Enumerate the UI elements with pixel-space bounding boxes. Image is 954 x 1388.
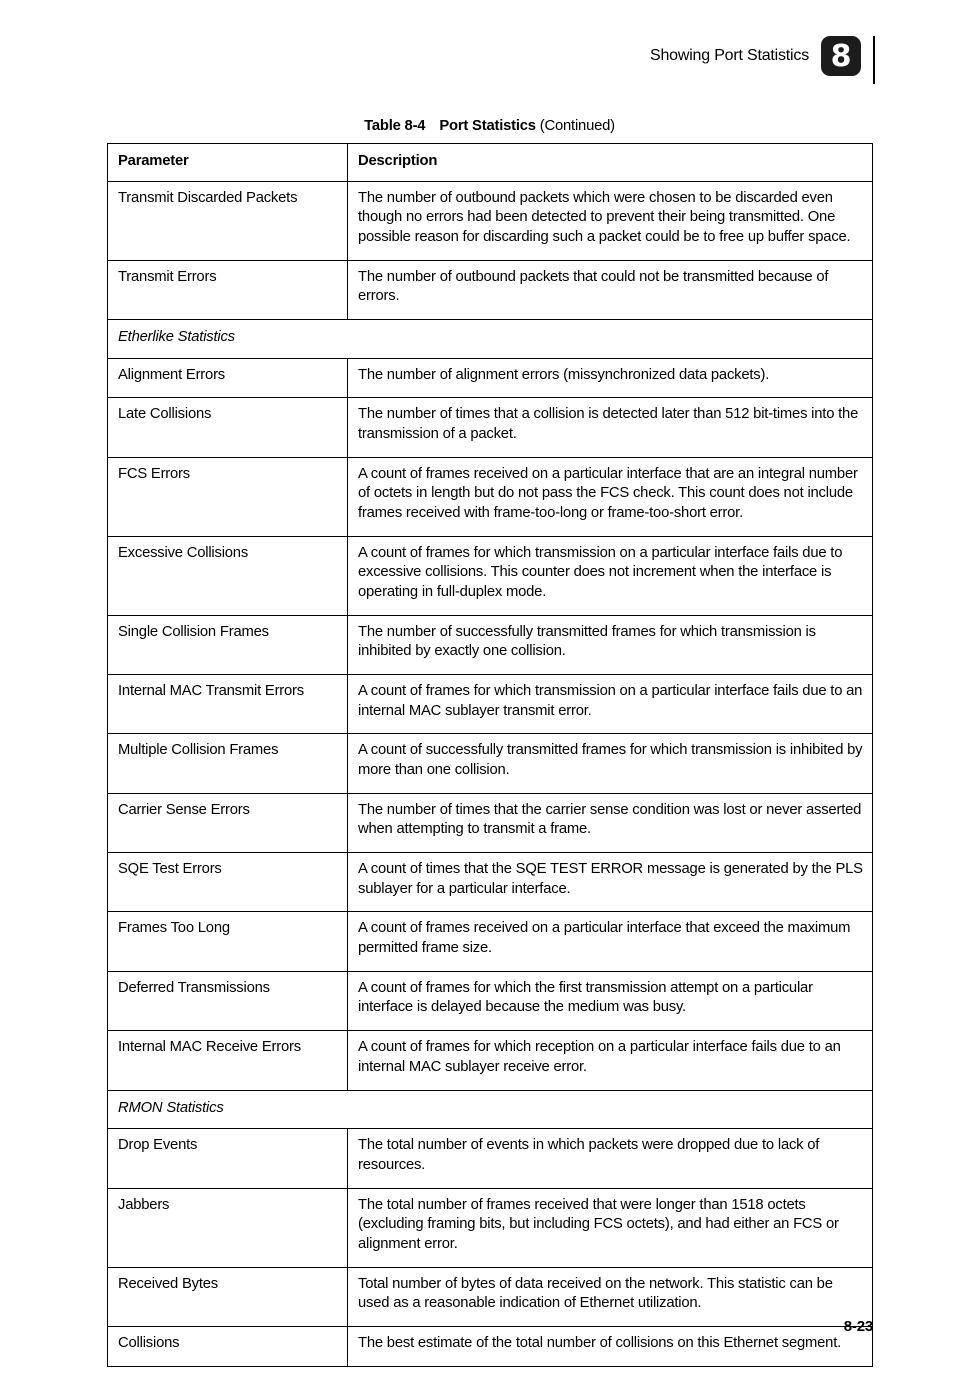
port-statistics-table [107, 143, 873, 1367]
table-row [108, 1031, 873, 1090]
description-cell: The number of times that the carrier sense condition was lost or never asserted when attempting to transmit a frame. [348, 793, 873, 852]
parameter-cell: Transmit Discarded Packets [108, 181, 348, 260]
parameter-cell: Collisions [108, 1326, 348, 1366]
parameter-cell: FCS Errors [108, 457, 348, 536]
description-cell: A count of frames received on a particular interface that are an integral number of octets in length but do not pass the FCS check. This count does not include frames received with frame-too-long or frame-too-short error. [348, 457, 873, 536]
parameter-cell: Received Bytes [108, 1267, 348, 1326]
table-row [108, 675, 873, 734]
running-header-title: Showing Port Statistics [649, 47, 809, 64]
description-cell: The best estimate of the total number of collisions on this Ethernet segment. [348, 1326, 873, 1366]
table-row [108, 260, 873, 319]
description-cell: A count of times that the SQE TEST ERROR message is generated by the PLS sublayer for a particular interface. [348, 853, 873, 912]
section-row [108, 1090, 873, 1129]
parameter-cell: Internal MAC Receive Errors [108, 1031, 348, 1090]
column-header-parameter: Parameter [108, 144, 348, 182]
table-header-row [108, 144, 873, 182]
description-cell: A count of frames for which transmission on a particular interface fails due to an internal MAC sublayer transmit error. [348, 675, 873, 734]
description-cell: A count of frames for which reception on a particular interface fails due to an internal MAC sublayer receive error. [348, 1031, 873, 1090]
description-cell: The number of outbound packets which were chosen to be discarded even though no errors had been detected to prevent their being transmitted. One possible reason for discarding such a packet could be to free up buffer space. [348, 181, 873, 260]
section-label: RMON Statistics [108, 1090, 873, 1129]
parameter-cell: Late Collisions [108, 398, 348, 457]
table-row [108, 734, 873, 793]
description-cell: The number of outbound packets that could not be transmitted because of errors. [348, 260, 873, 319]
description-cell: The total number of events in which packets were dropped due to lack of resources. [348, 1129, 873, 1188]
table-row [108, 398, 873, 457]
table-caption-title: Port Statistics [439, 118, 536, 134]
port-statistics-table-wrap [107, 143, 873, 1367]
description-cell: The number of successfully transmitted frames for which transmission is inhibited by exactly one collision. [348, 615, 873, 674]
table-row [108, 615, 873, 674]
parameter-cell: Frames Too Long [108, 912, 348, 971]
header-rule [873, 36, 875, 84]
parameter-cell: Deferred Transmissions [108, 971, 348, 1030]
description-cell: The number of alignment errors (missynchronized data packets). [348, 358, 873, 398]
parameter-cell: SQE Test Errors [108, 853, 348, 912]
chapter-number-badge: 8 [821, 36, 861, 76]
table-row [108, 971, 873, 1030]
table-row [108, 536, 873, 615]
section-label: Etherlike Statistics [108, 320, 873, 359]
table-row [108, 457, 873, 536]
parameter-cell: Drop Events [108, 1129, 348, 1188]
page-number: 8-23 [843, 1318, 873, 1335]
table-row [108, 358, 873, 398]
description-cell: The number of times that a collision is detected later than 512 bit-times into the transmission of a packet. [348, 398, 873, 457]
column-header-description: Description [348, 144, 873, 182]
table-row [108, 912, 873, 971]
description-cell: A count of frames for which the first transmission attempt on a particular interface is delayed because the medium was busy. [348, 971, 873, 1030]
parameter-cell: Alignment Errors [108, 358, 348, 398]
running-header [107, 28, 875, 84]
parameter-cell: Carrier Sense Errors [108, 793, 348, 852]
description-cell: The total number of frames received that were longer than 1518 octets (excluding framing bits, but including FCS octets), and had either an FCS or alignment error. [348, 1188, 873, 1267]
table-caption [107, 118, 872, 134]
section-row [108, 320, 873, 359]
parameter-cell: Excessive Collisions [108, 536, 348, 615]
parameter-cell: Internal MAC Transmit Errors [108, 675, 348, 734]
parameter-cell: Single Collision Frames [108, 615, 348, 674]
table-caption-suffix: (Continued) [539, 118, 615, 134]
table-row [108, 181, 873, 260]
table-row [108, 1188, 873, 1267]
parameter-cell: Jabbers [108, 1188, 348, 1267]
description-cell: Total number of bytes of data received on the network. This statistic can be used as a reasonable indication of Ethernet utilization. [348, 1267, 873, 1326]
parameter-cell: Multiple Collision Frames [108, 734, 348, 793]
parameter-cell: Transmit Errors [108, 260, 348, 319]
table-row [108, 853, 873, 912]
table-row [108, 793, 873, 852]
description-cell: A count of frames received on a particular interface that exceed the maximum permitted frame size. [348, 912, 873, 971]
table-row [108, 1129, 873, 1188]
table-caption-label: Table 8-4 [364, 118, 426, 134]
description-cell: A count of successfully transmitted frames for which transmission is inhibited by more than one collision. [348, 734, 873, 793]
description-cell: A count of frames for which transmission on a particular interface fails due to excessive collisions. This counter does not increment when the interface is operating in full-duplex mode. [348, 536, 873, 615]
